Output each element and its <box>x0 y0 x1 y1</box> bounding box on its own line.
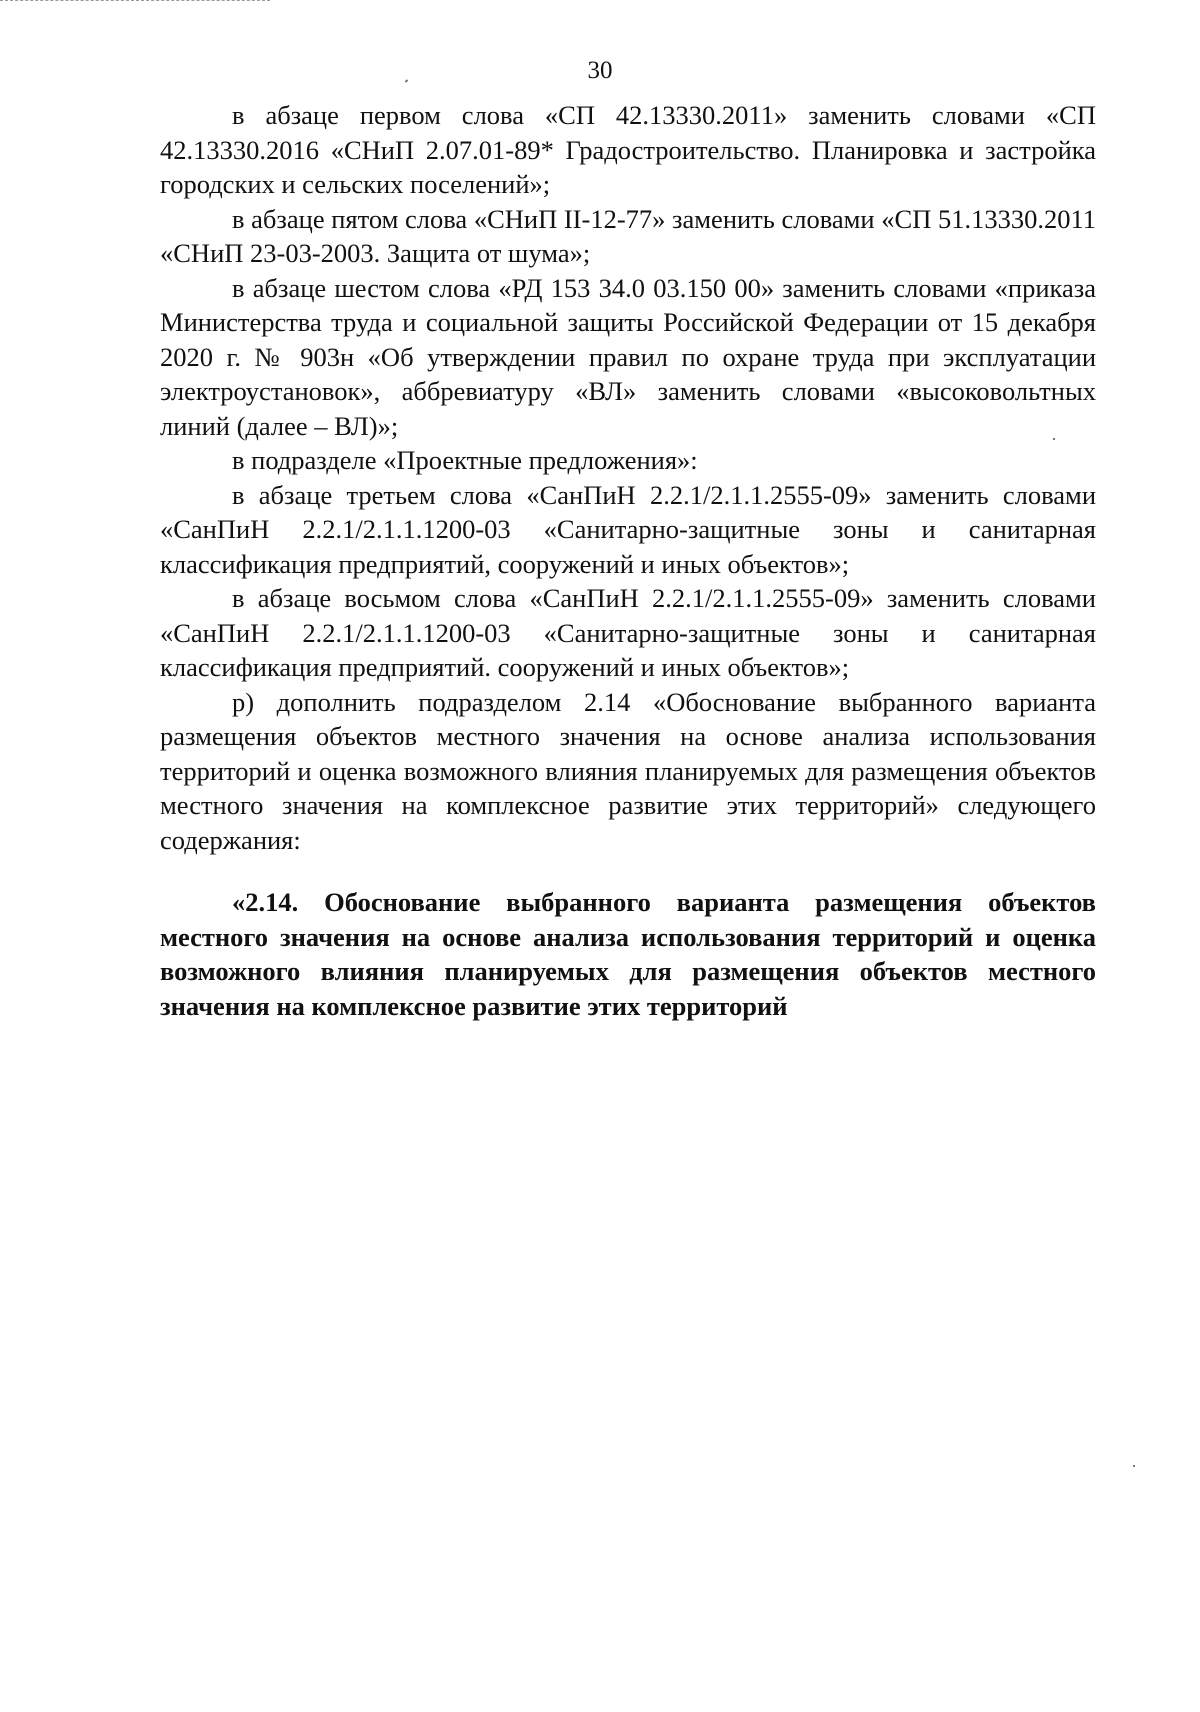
scan-edge-mark <box>0 0 270 4</box>
paragraph-6: в абзаце восьмом слова «СанПиН 2.2.1/2.1.1.2555-09» заменить словами «СанПиН 2.2.1/2.1.1.1200-03 «Санитарно-защитные зоны и санитарная классификация предприятий. сооружений и иных объектов»; <box>160 583 1096 682</box>
paragraph-3: в абзаце шестом слова «РД 153 34.0 03.150 00» заменить словами «приказа Министерства труда и социальной защиты Российской Федерации от 15 декабря 2020 г. № 903н «Об утверждении правил по охране труда при эксплуатации электроустановок», аббревиатуру «ВЛ» заменить словами «высоковольтных линий (далее – ВЛ)»; <box>160 272 1096 441</box>
paragraph-5: в абзаце третьем слова «СанПиН 2.2.1/2.1.1.2555-09» заменить словами «СанПиН 2.2.1/2.1.1.1200-03 «Санитарно-защитные зоны и санитарная классификация предприятий, сооружений и иных объектов»; <box>160 479 1096 579</box>
section-heading: «2.14. Обоснование выбранного варианта размещения объектов местного значения на основе анализа использования территорий и оценка возможного влияния планируемых для размещения объектов местного значения на комплексное развитие этих территорий <box>160 887 1096 1021</box>
paragraph-1: в абзаце первом слова «СП 42.13330.2011» заменить словами «СП 42.13330.2016 «СНиП 2.07.01-89* Градостроительство. Планировка и застройка городских и сельских поселений»; <box>160 100 1096 199</box>
paragraph-4: в подразделе «Проектные предложения»: <box>232 445 698 475</box>
body-text <box>160 98 1096 857</box>
page-number: 30 <box>587 57 613 84</box>
paragraph-7: р) дополнить подразделом 2.14 «Обоснование выбранного варианта размещения объектов местного значения на основе анализа использования территорий и оценка возможного влияния планируемых для размещения объектов местного значения на комплексное развитие этих территорий» следующего содержания: <box>160 686 1096 855</box>
paragraph-2: в абзаце пятом слова «СНиП II-12-77» заменить словами «СП 51.13330.2011 «СНиП 23-03-2003. Защита от шума»; <box>160 203 1096 268</box>
scan-speck <box>1133 1465 1135 1467</box>
